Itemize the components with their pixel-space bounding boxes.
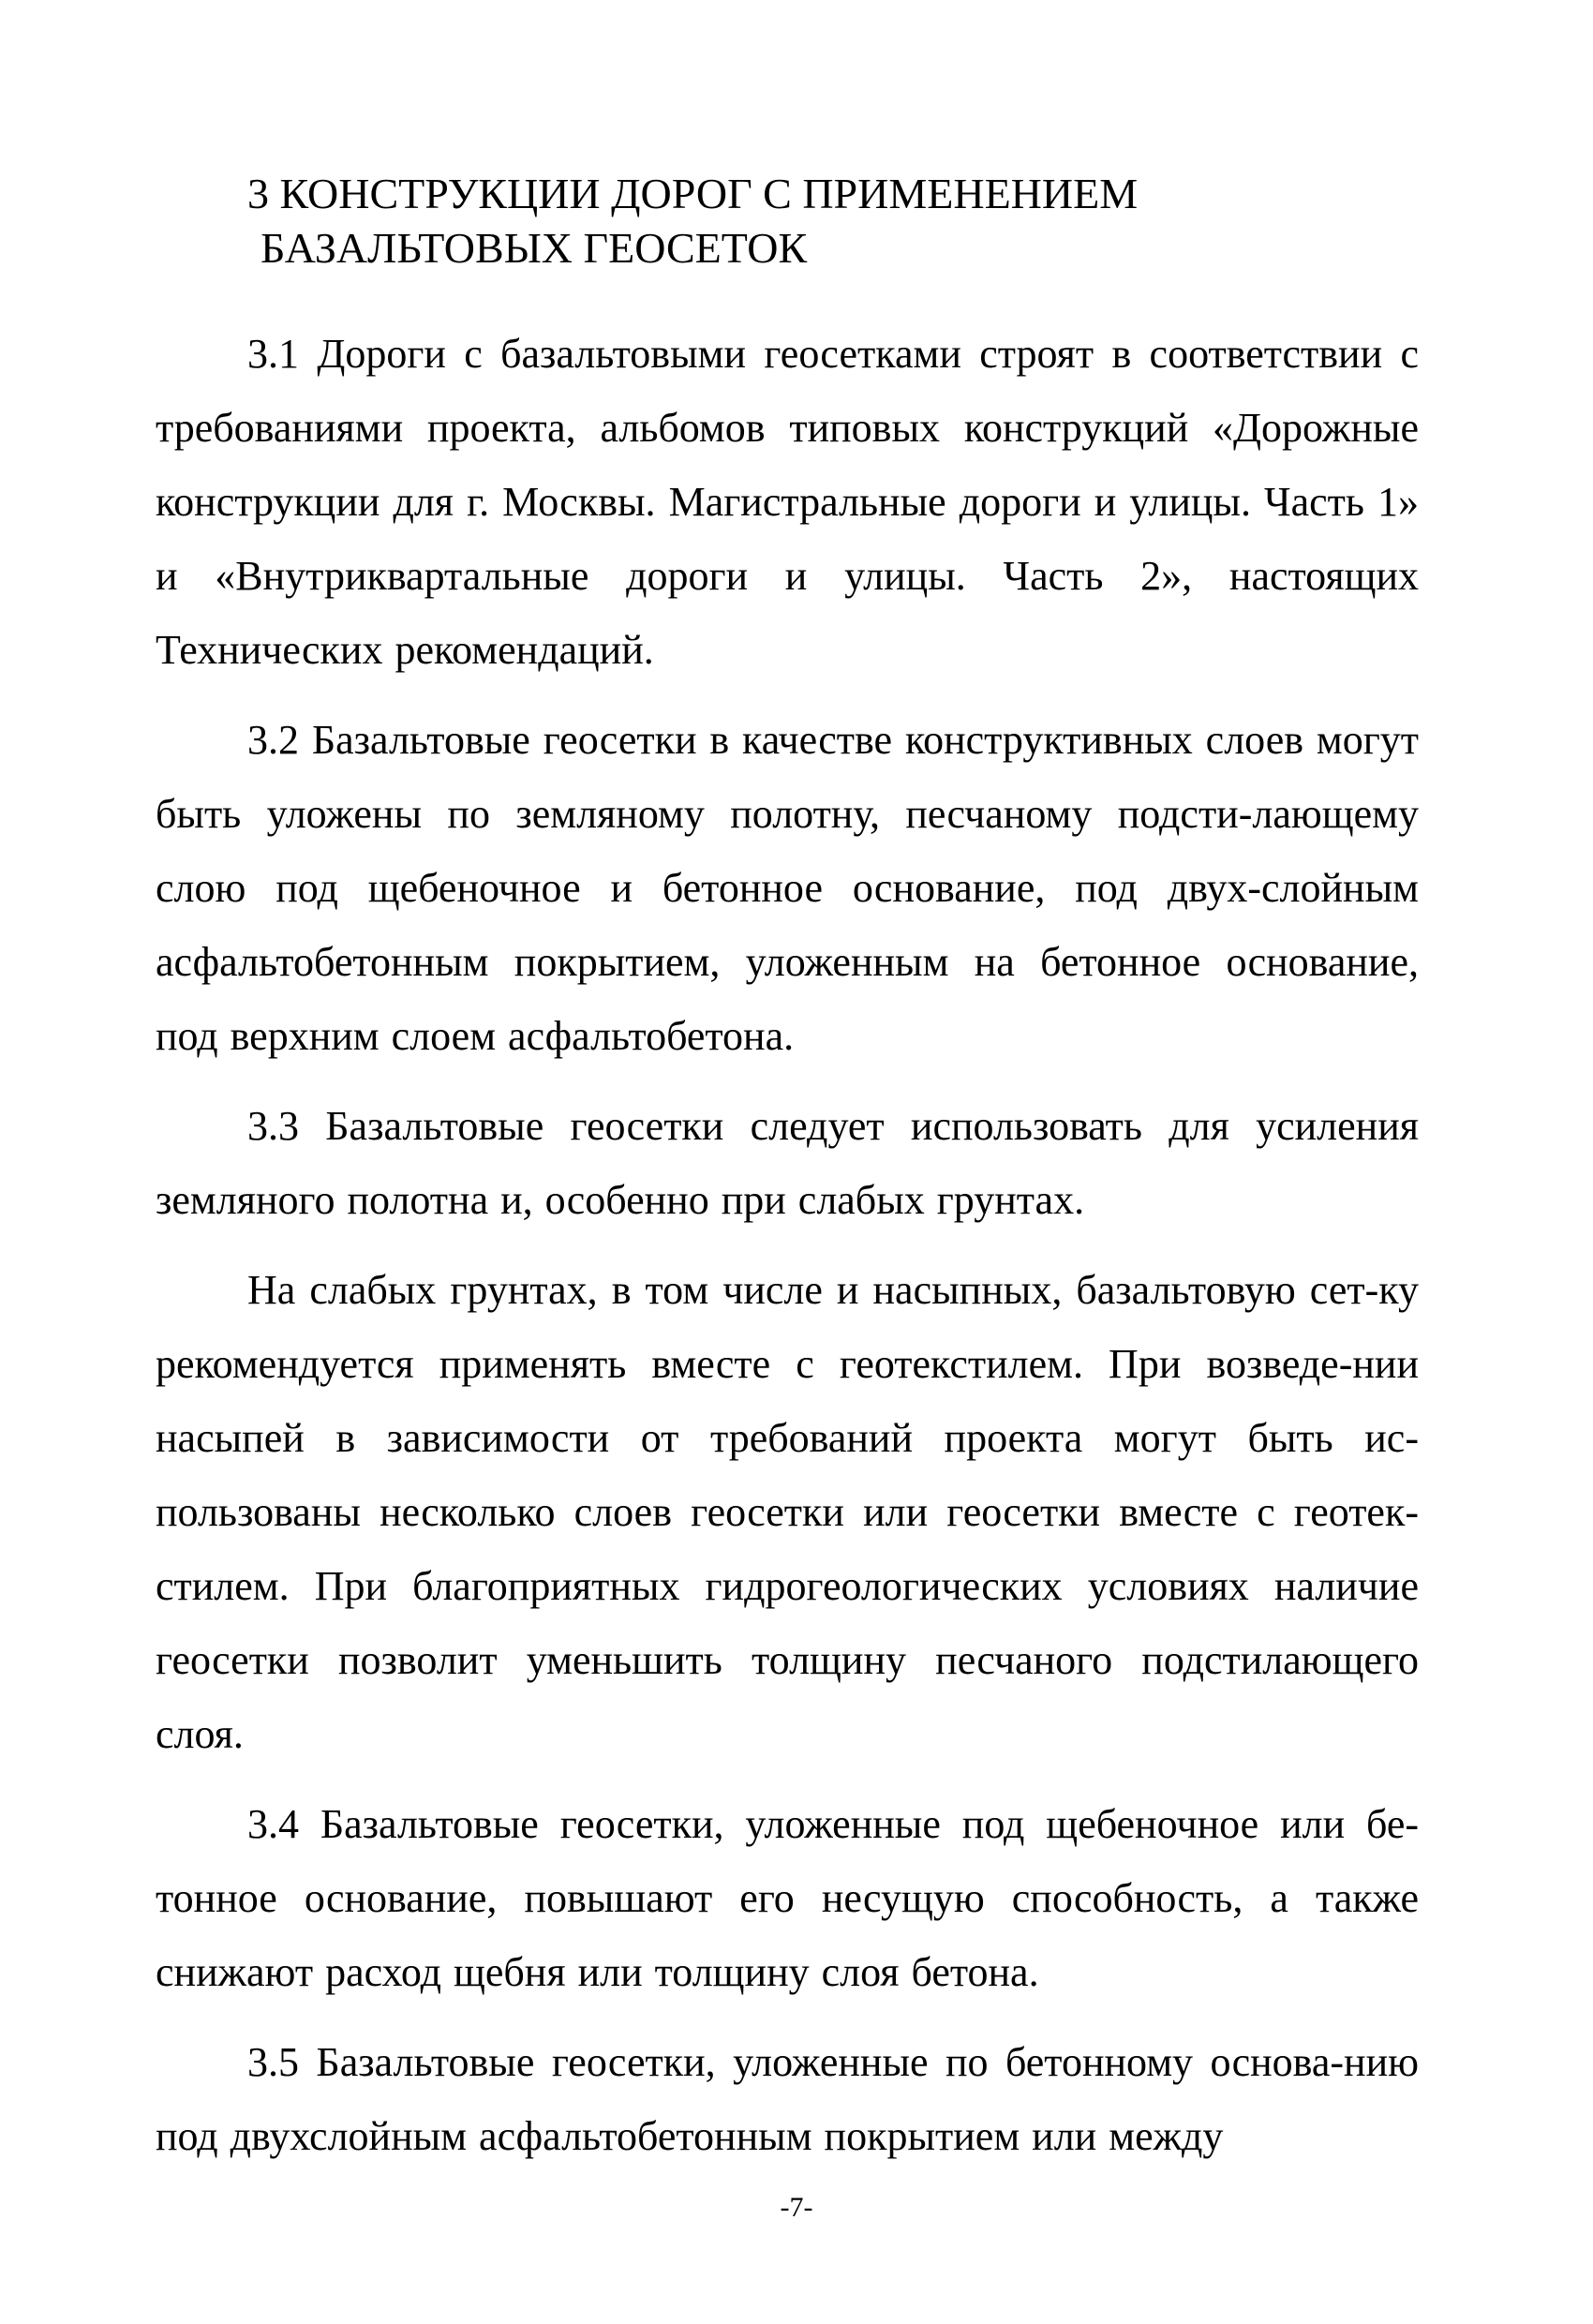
page-number: -7-: [780, 2192, 813, 2223]
paragraph-3-1: 3.1 Дороги с базальтовыми геосетками строят в соответствии с требованиями проекта, альбомов типовых конструкций «Дорожные конструкции для г. Москвы. Магистральные дороги и улицы. Часть 1» и «Внутриквартальные дороги и улицы. Часть 2», настоящих Технических рекомендаций.: [156, 331, 1419, 673]
section-title-line-1: 3 КОНСТРУКЦИИ ДОРОГ С ПРИМЕНЕНИЕМ: [247, 170, 1139, 217]
section-title: [247, 167, 1466, 276]
paragraph-weak-soils: На слабых грунтах, в том числе и насыпных, базальтовую сет-ку рекомендуется применять вместе с геотекстилем. При возведе-нии насыпей в зависимости от требований проекта могут быть ис-пользованы несколько слоев геосетки или геосетки вместе с геотек-стилем. При благоприятных гидрогеологических условиях наличие геосетки позволит уменьшить толщину песчаного подстилающего слоя.: [156, 1267, 1419, 1757]
section-title-line-2: БАЗАЛЬТОВЫХ ГЕОСЕТОК: [261, 224, 808, 272]
paragraph-3-2: 3.2 Базальтовые геосетки в качестве конструктивных слоев могут быть уложены по земляному полотну, песчаному подсти-лающему слою под щебеночное и бетонное основание, под двух-слойным асфальтобетонным покрытием, уложенным на бетонное основание, под верхним слоем асфальтобетона.: [156, 717, 1419, 1059]
paragraph-3-3: 3.3 Базальтовые геосетки следует использовать для усиления земляного полотна и, особенно при слабых грунтах.: [156, 1103, 1419, 1223]
paragraph-3-5: 3.5 Базальтовые геосетки, уложенные по бетонному основа-нию под двухслойным асфальтобетонным покрытием или между: [156, 2039, 1419, 2159]
body-text: [156, 317, 1419, 2189]
paragraph-3-4: 3.4 Базальтовые геосетки, уложенные под щебеночное или бе-тонное основание, повышают его несущую способность, а также снижают расход щебня или толщину слоя бетона.: [156, 1801, 1419, 1995]
